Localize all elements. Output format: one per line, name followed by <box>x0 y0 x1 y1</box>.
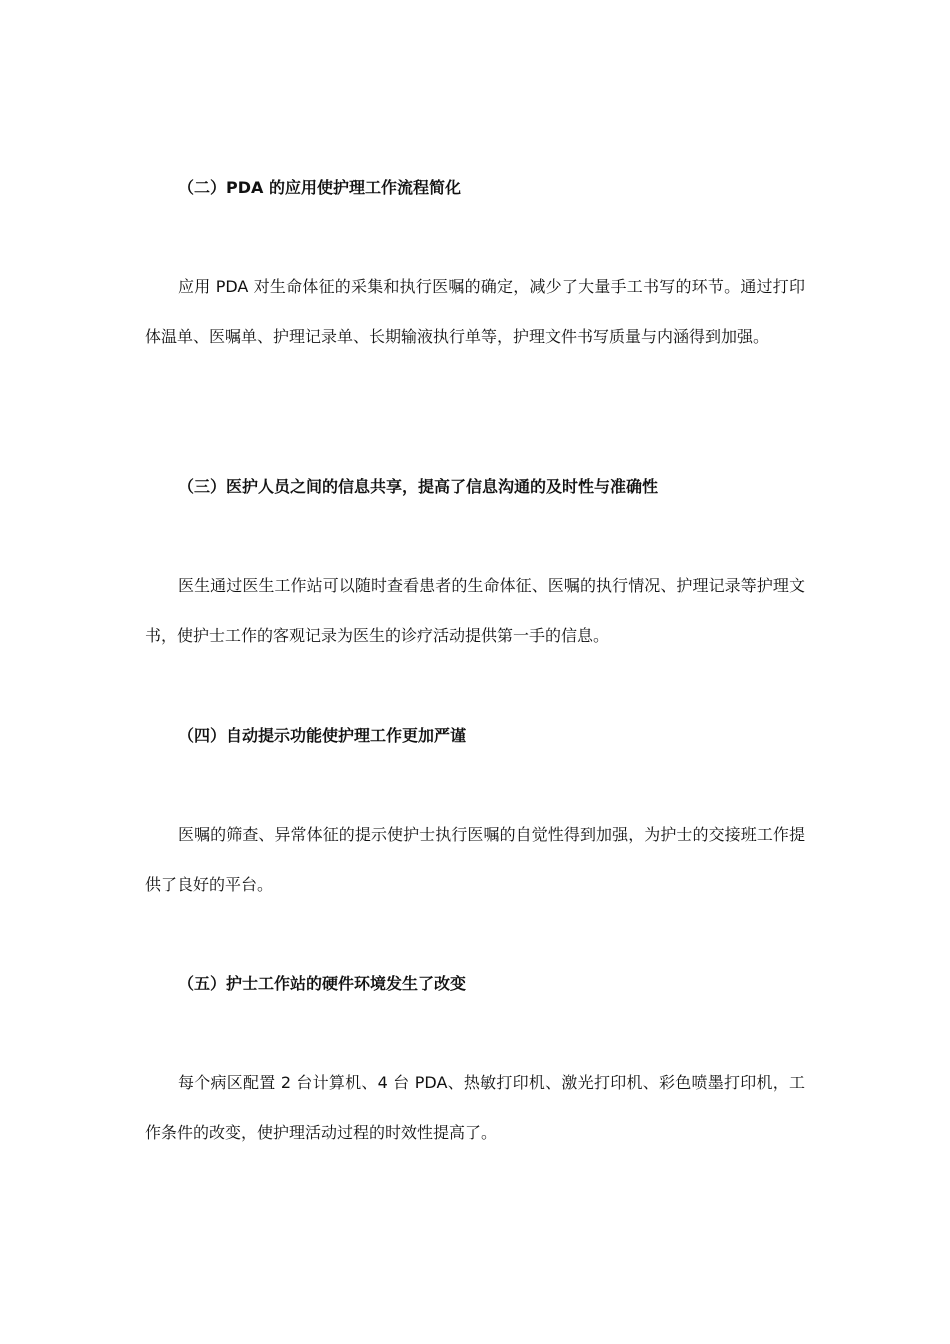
section-body-auto-prompt: 医嘱的筛查、异常体征的提示使护士执行医嘱的自觉性得到加强，为护士的交接班工作提供了良好的平台。 <box>145 825 805 894</box>
section-body-pda-workflow: 应用 PDA 对生命体征的采集和执行医嘱的确定，减少了大量手工书写的环节。通过打印体温单、医嘱单、护理记录单、长期输液执行单等，护理文件书写质量与内涵得到加强。 <box>145 277 805 346</box>
section-heading-information-sharing: （三）医护人员之间的信息共享，提高了信息沟通的及时性与准确性 <box>178 477 659 496</box>
section-heading-auto-prompt: （四）自动提示功能使护理工作更加严谨 <box>178 726 467 745</box>
section-body-hardware: 每个病区配置 2 台计算机、4 台 PDA、热敏打印机、激光打印机、彩色喷墨打印机，工作条件的改变，使护理活动过程的时效性提高了。 <box>145 1073 805 1142</box>
section-body-information-sharing: 医生通过医生工作站可以随时查看患者的生命体征、医嘱的执行情况、护理记录等护理文书，使护士工作的客观记录为医生的诊疗活动提供第一手的信息。 <box>145 576 805 645</box>
section-heading-pda-workflow: （二）PDA 的应用使护理工作流程简化 <box>178 178 461 197</box>
section-heading-hardware: （五）护士工作站的硬件环境发生了改变 <box>178 974 467 993</box>
